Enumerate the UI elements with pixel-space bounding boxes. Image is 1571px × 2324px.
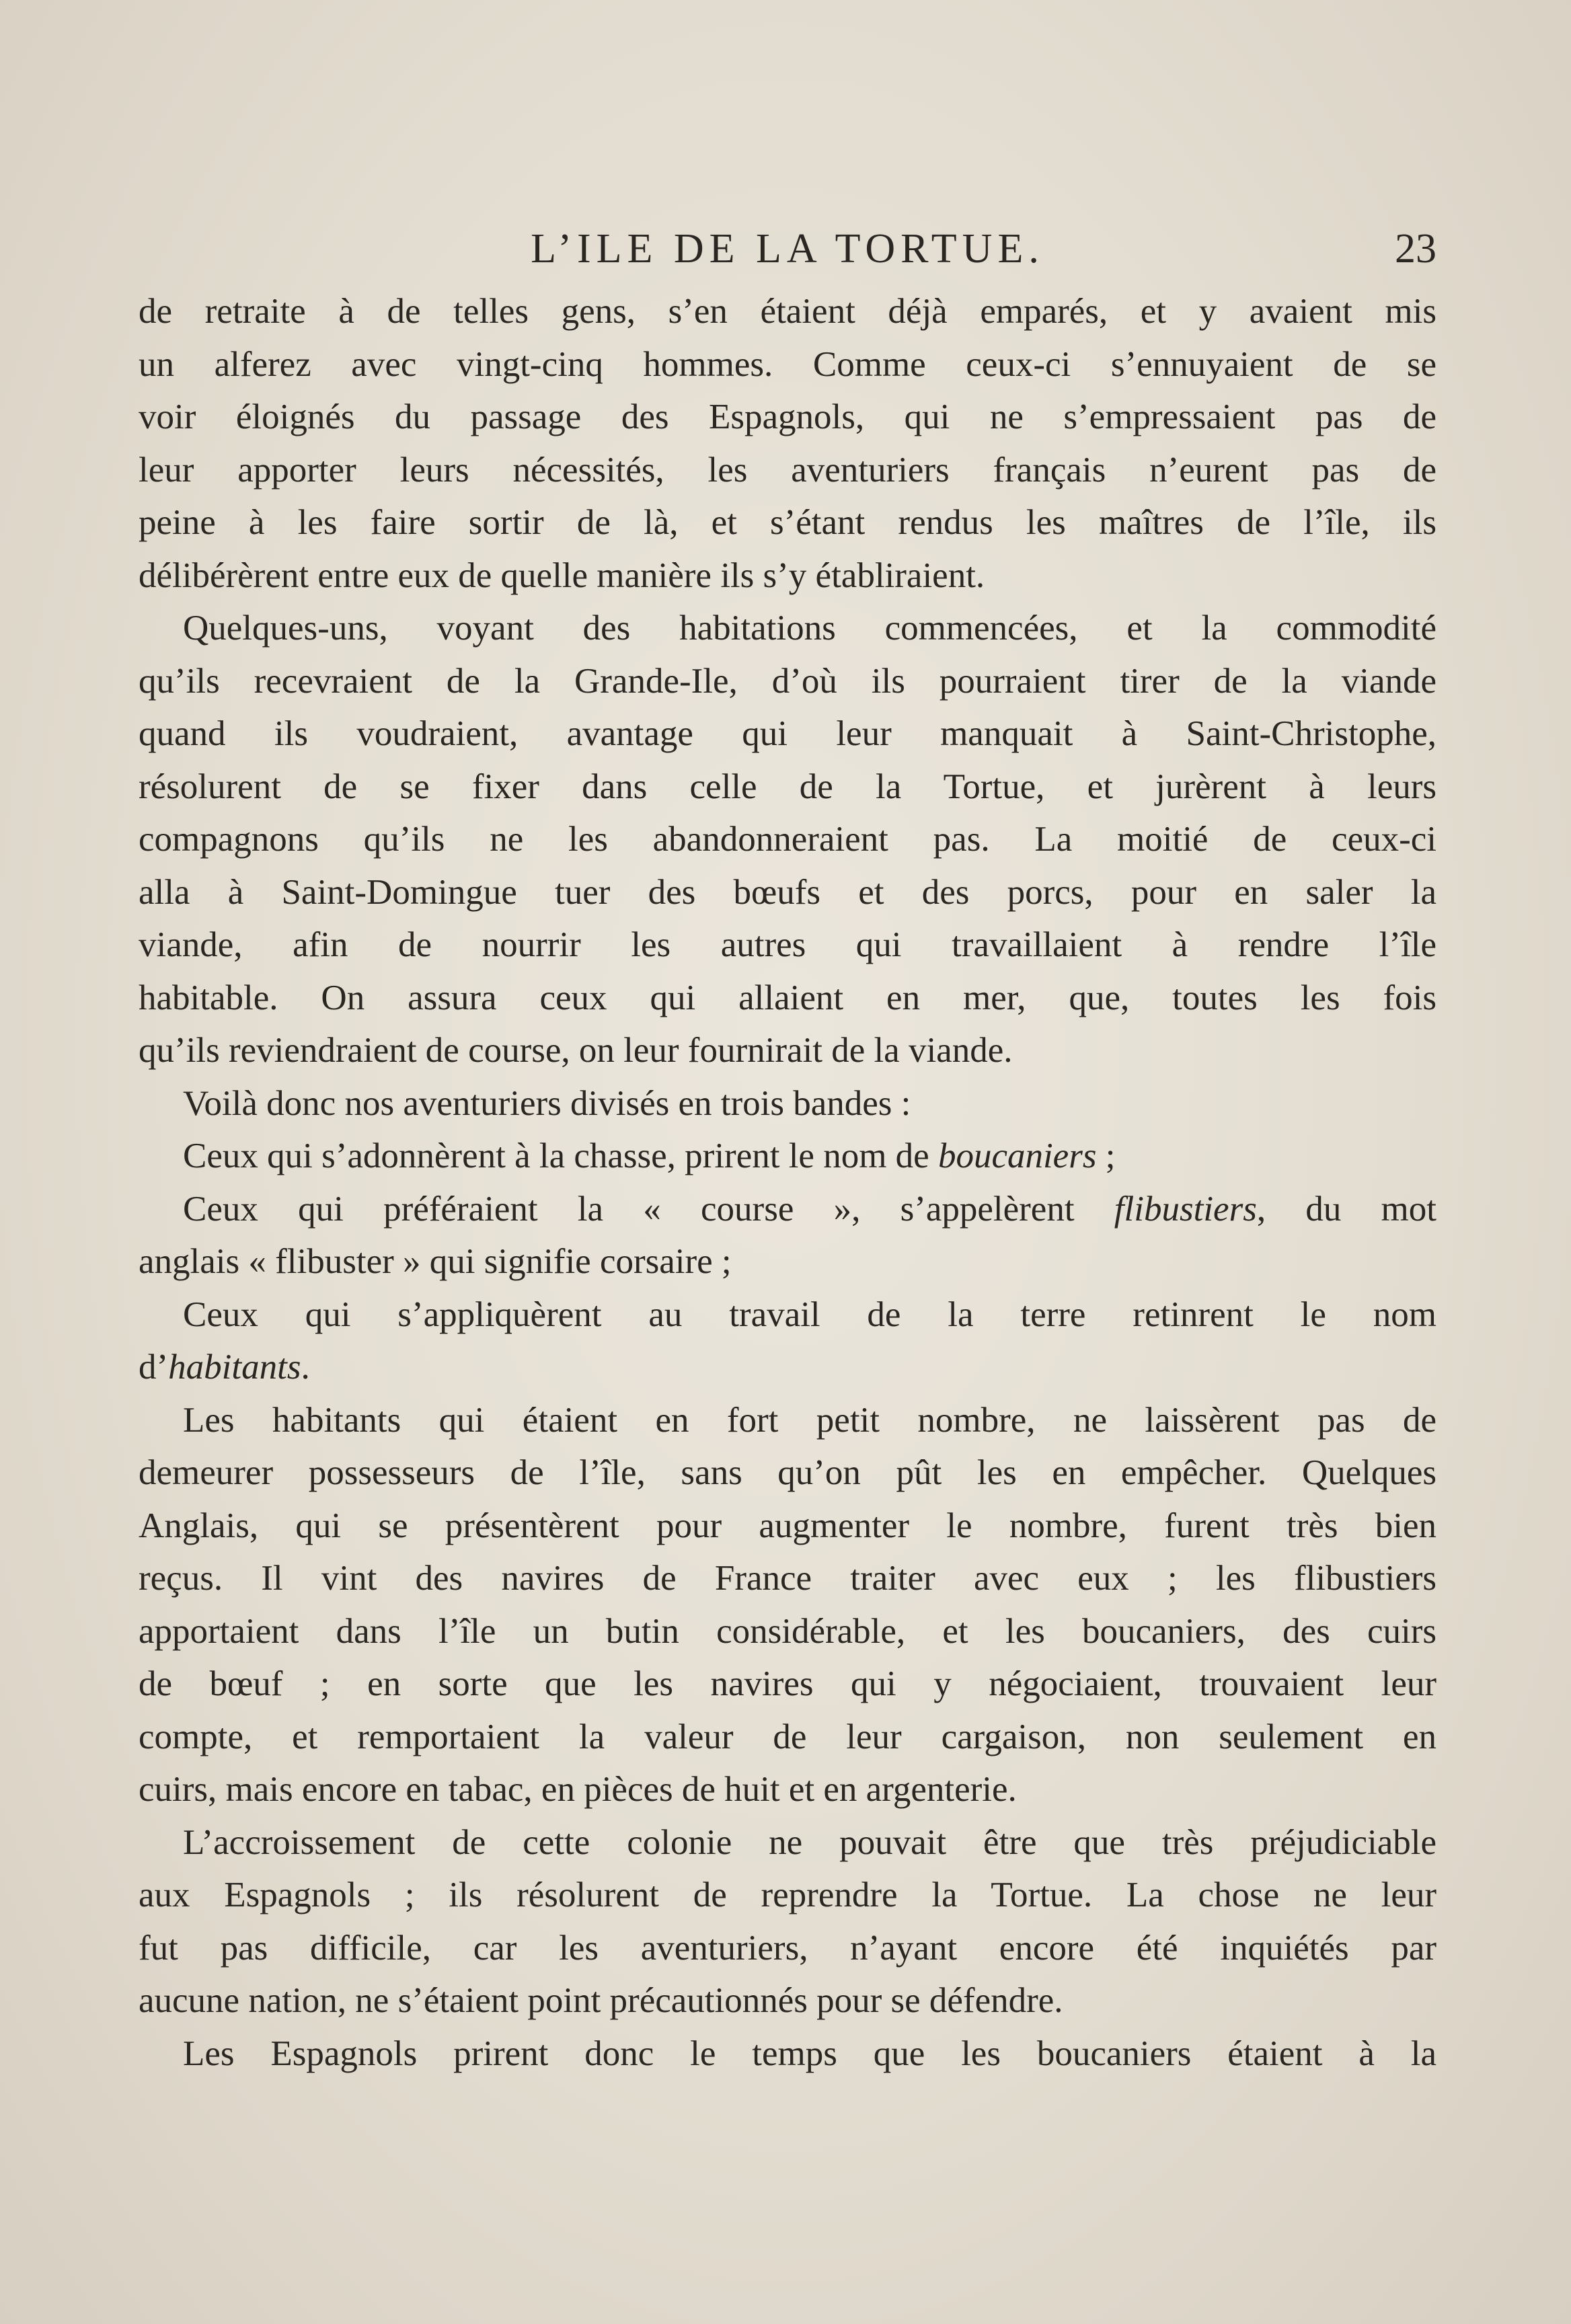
text-line: Les Espagnols prirent donc le temps que les boucaniers étaient à la [183, 2034, 1436, 2073]
text-line: apportaient dans l’île un butin considérable, et les boucaniers, des cuirs [139, 1611, 1436, 1651]
text-segment: d’ [139, 1348, 169, 1387]
text-line: fut pas difficile, car les aventuriers, n’ayant encore été inquiétés par [139, 1928, 1436, 1968]
body-text [139, 285, 1436, 2080]
text-line [139, 1341, 1436, 1394]
text-segment: . [301, 1348, 310, 1387]
text-line: aucune nation, ne s’étaient point précautionnés pour se défendre. [139, 1981, 1063, 2020]
text-line: alla à Saint-Domingue tuer des bœufs et des porcs, pour en saler la [139, 872, 1436, 912]
text-line: qu’ils recevraient de la Grande-Ile, d’où ils pourraient tirer de la viande [139, 661, 1436, 701]
text-line [139, 1183, 1436, 1236]
text-segment: ; [1096, 1136, 1116, 1175]
text-line: anglais « flibuster » qui signifie corsaire ; [139, 1242, 732, 1281]
italic-term-habitants: habitants [168, 1348, 301, 1387]
text-line: Les habitants qui étaient en fort petit nombre, ne laissèrent pas de [183, 1400, 1436, 1440]
text-line [139, 1130, 1436, 1183]
running-head [139, 222, 1436, 276]
text-line: peine à les faire sortir de là, et s’étant rendus les maîtres de l’île, ils [139, 503, 1436, 542]
text-line: un alferez avec vingt-cinq hommes. Comme ceux-ci s’ennuyaient de se [139, 344, 1436, 384]
text-segment: Ceux qui s’adonnèrent à la chasse, prirent le nom de [183, 1136, 938, 1175]
text-line: quand ils voudraient, avantage qui leur manquait à Saint-Christophe, [139, 714, 1436, 753]
text-line: aux Espagnols ; ils résolurent de reprendre la Tortue. La chose ne leur [139, 1875, 1436, 1914]
text-line: reçus. Il vint des navires de France traiter avec eux ; les flibustiers [139, 1559, 1436, 1598]
running-title: L’ILE DE LA TORTUE. [531, 226, 1044, 272]
text-line: habitable. On assura ceux qui allaient en mer, que, toutes les fois [139, 978, 1436, 1017]
italic-term-flibustiers: flibustiers [1114, 1189, 1257, 1229]
italic-term-boucaniers: boucaniers [937, 1136, 1097, 1175]
text-line: leur apporter leurs nécessités, les aventuriers français n’eurent pas de [139, 450, 1436, 490]
text-line: compagnons qu’ils ne les abandonneraient pas. La moitié de ceux-ci [139, 820, 1436, 859]
text-line: voir éloignés du passage des Espagnols, qui ne s’empressaient pas de [139, 397, 1436, 436]
text-segment: Ceux qui préféraient la « course », s’appelèrent [183, 1189, 1114, 1229]
page-number: 23 [1395, 226, 1436, 272]
text-line: délibérèrent entre eux de quelle manière ils s’y établiraient. [139, 555, 985, 595]
text-line: demeurer possesseurs de l’île, sans qu’on pût les en empêcher. Quelques [139, 1453, 1436, 1492]
text-line: L’accroissement de cette colonie ne pouvait être que très préjudiciable [183, 1822, 1436, 1862]
text-line: qu’ils reviendraient de course, on leur fournirait de la viande. [139, 1031, 1013, 1070]
text-line: viande, afin de nourrir les autres qui travaillaient à rendre l’île [139, 925, 1436, 964]
text-line: de bœuf ; en sorte que les navires qui y négociaient, trouvaient leur [139, 1664, 1436, 1703]
text-line: Quelques-uns, voyant des habitations commencées, et la commodité [183, 609, 1436, 648]
text-segment: , du mot [1256, 1189, 1437, 1229]
text-line: Anglais, qui se présentèrent pour augmenter le nombre, furent très bien [139, 1506, 1436, 1545]
text-line: Voilà donc nos aventuriers divisés en trois bandes : [183, 1083, 911, 1123]
text-line: de retraite à de telles gens, s’en étaient déjà emparés, et y avaient mis [139, 292, 1436, 331]
text-line: cuirs, mais encore en tabac, en pièces de huit et en argenterie. [139, 1770, 1017, 1809]
text-line: Ceux qui s’appliquèrent au travail de la terre retinrent le nom [183, 1294, 1436, 1334]
text-line: résolurent de se fixer dans celle de la Tortue, et jurèrent à leurs [139, 767, 1436, 806]
text-line: compte, et remportaient la valeur de leur cargaison, non seulement en [139, 1717, 1436, 1756]
